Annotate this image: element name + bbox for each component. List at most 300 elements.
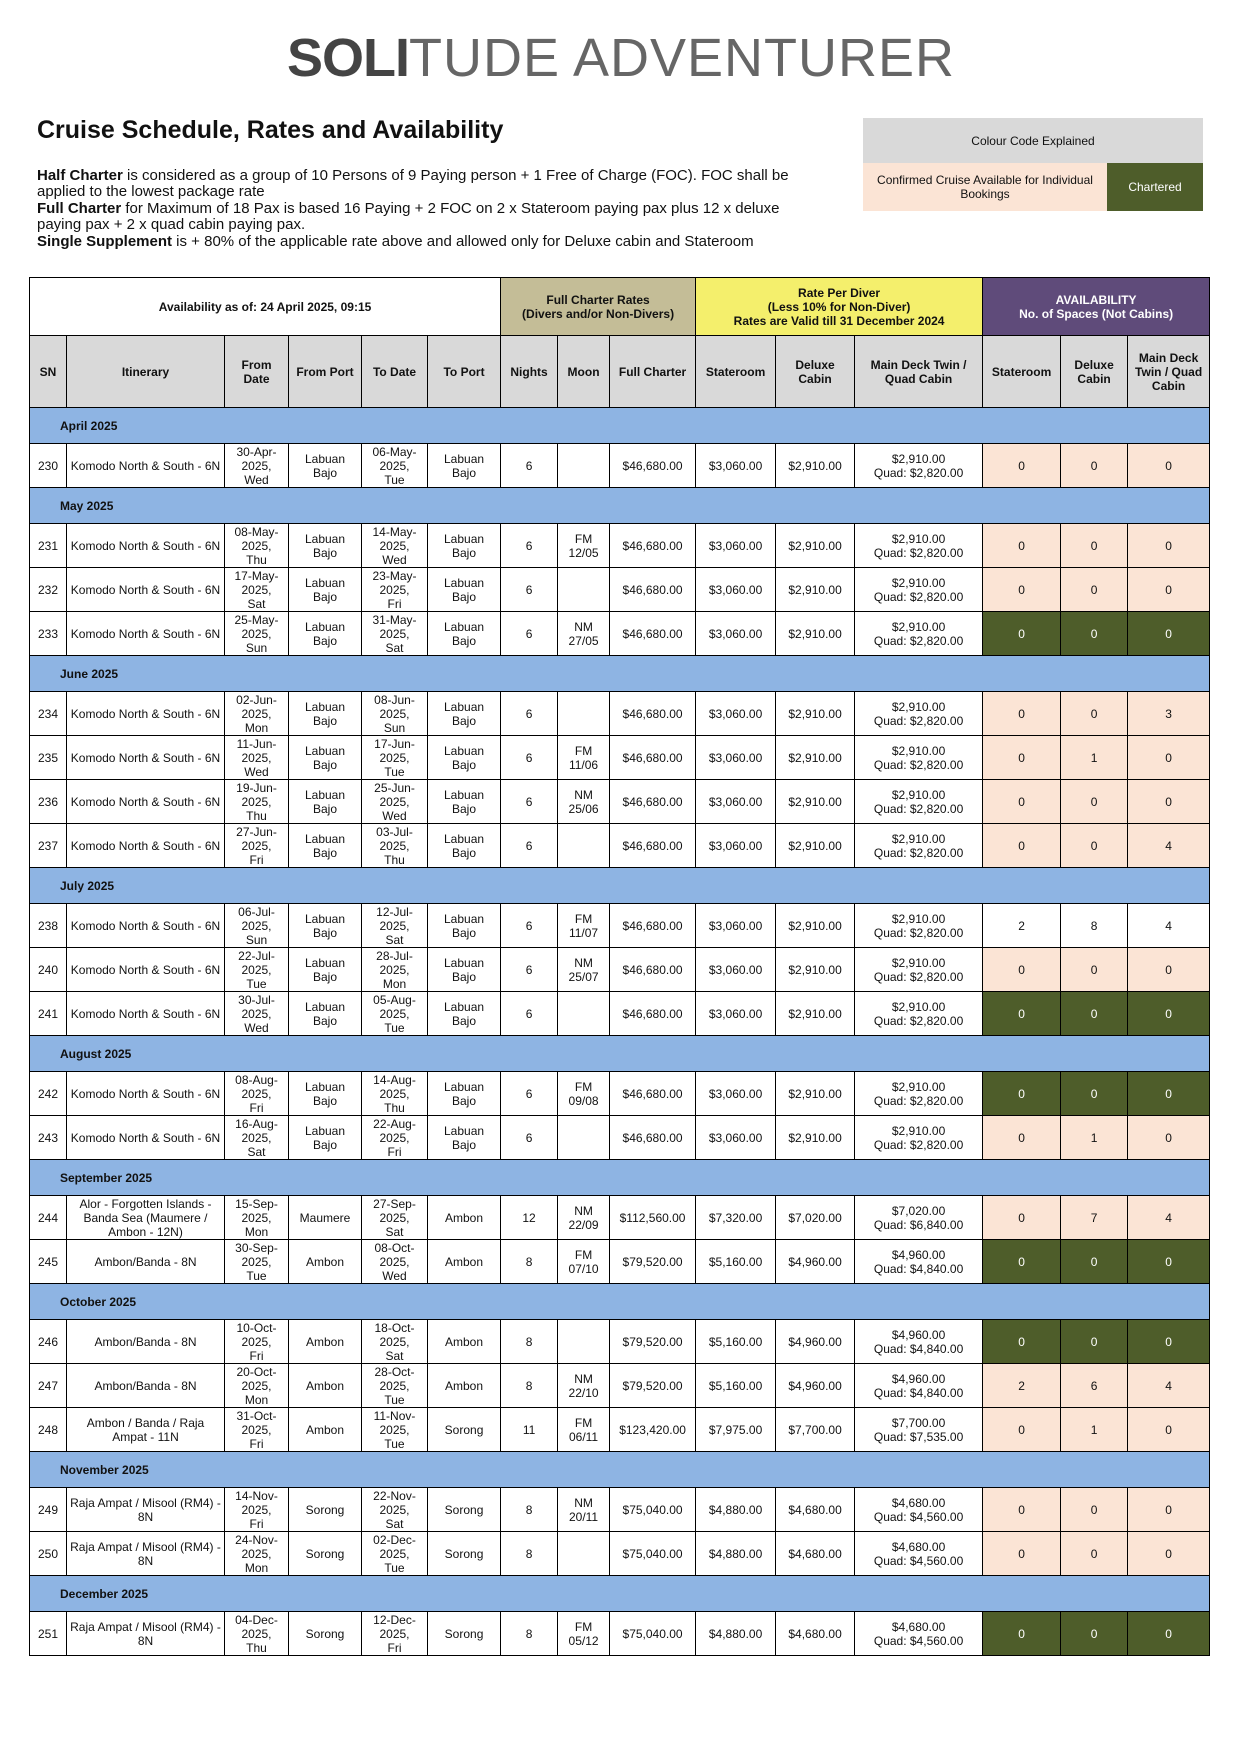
stateroom-avail-cell: 0	[983, 612, 1061, 656]
to-port-cell: Labuan Bajo	[428, 692, 501, 736]
column-header: SN	[30, 336, 67, 408]
moon-cell: NM 22/10	[558, 1364, 610, 1408]
main-deck-rate-cell: $7,020.00 Quad: $6,840.00	[855, 1196, 983, 1240]
deluxe-rate-cell: $2,910.00	[776, 612, 855, 656]
main-deck-avail-cell: 4	[1128, 824, 1210, 868]
nights-cell: 11	[501, 1408, 558, 1452]
month-row	[30, 408, 1210, 444]
deluxe-avail-cell: 0	[1061, 1488, 1128, 1532]
full-charter-text: for Maximum of 18 Pax is based 16 Paying + 2 FOC on 2 x Stateroom paying pax plus 12 x deluxe paying pax + 2 x quad cabin paying pax.	[37, 200, 780, 233]
sn-cell: 250	[30, 1532, 67, 1576]
to-date-cell: 28-Jul- 2025, Mon	[362, 948, 428, 992]
sn-cell: 240	[30, 948, 67, 992]
schedule-table	[29, 277, 1210, 1656]
sn-cell: 246	[30, 1320, 67, 1364]
deluxe-rate-cell: $2,910.00	[776, 692, 855, 736]
main-deck-rate-cell: $2,910.00 Quad: $2,820.00	[855, 992, 983, 1036]
brand-logo-light: TUDE ADVENTURER	[408, 28, 956, 88]
moon-cell: FM 09/08	[558, 1072, 610, 1116]
stateroom-rate-cell: $3,060.00	[696, 1072, 776, 1116]
nights-cell: 6	[501, 524, 558, 568]
sn-cell: 242	[30, 1072, 67, 1116]
schedule-body	[30, 408, 1210, 1656]
to-port-cell: Labuan Bajo	[428, 780, 501, 824]
single-supplement-note	[37, 234, 827, 250]
to-date-cell: 23-May- 2025, Fri	[362, 568, 428, 612]
to-date-cell: 12-Jul- 2025, Sat	[362, 904, 428, 948]
from-date-cell: 06-Jul- 2025, Sun	[225, 904, 289, 948]
deluxe-avail-cell: 0	[1061, 948, 1128, 992]
table-row	[30, 444, 1210, 488]
main-deck-rate-cell: $7,700.00 Quad: $7,535.00	[855, 1408, 983, 1452]
from-date-cell: 11-Jun- 2025, Wed	[225, 736, 289, 780]
moon-cell	[558, 1532, 610, 1576]
single-supplement-text: is + 80% of the applicable rate above and allowed only for Deluxe cabin and Stateroom	[172, 233, 754, 250]
full-charter-cell: $46,680.00	[610, 904, 696, 948]
full-charter-cell: $112,560.00	[610, 1196, 696, 1240]
deluxe-rate-cell: $2,910.00	[776, 1072, 855, 1116]
nights-cell: 8	[501, 1532, 558, 1576]
deluxe-avail-cell: 0	[1061, 444, 1128, 488]
deluxe-rate-cell: $4,960.00	[776, 1364, 855, 1408]
month-row	[30, 656, 1210, 692]
stateroom-avail-cell: 0	[983, 824, 1061, 868]
stateroom-rate-cell: $3,060.00	[696, 780, 776, 824]
sn-cell: 230	[30, 444, 67, 488]
stateroom-rate-cell: $3,060.00	[696, 736, 776, 780]
sn-cell: 237	[30, 824, 67, 868]
deluxe-avail-cell: 0	[1061, 612, 1128, 656]
full-charter-cell: $46,680.00	[610, 1116, 696, 1160]
table-row	[30, 1612, 1210, 1656]
stateroom-rate-cell: $3,060.00	[696, 444, 776, 488]
month-label: September 2025	[30, 1160, 1210, 1196]
nights-cell: 8	[501, 1320, 558, 1364]
stateroom-avail-cell: 0	[983, 1240, 1061, 1284]
to-date-cell: 14-Aug- 2025, Thu	[362, 1072, 428, 1116]
main-deck-avail-cell: 4	[1128, 1364, 1210, 1408]
main-deck-rate-cell: $2,910.00 Quad: $2,820.00	[855, 444, 983, 488]
itinerary-cell: Komodo North & South - 6N	[67, 1116, 225, 1160]
column-header: Moon	[558, 336, 610, 408]
deluxe-rate-cell: $2,910.00	[776, 444, 855, 488]
column-header: From Port	[289, 336, 362, 408]
to-port-cell: Ambon	[428, 1196, 501, 1240]
month-label: October 2025	[30, 1284, 1210, 1320]
stateroom-avail-cell: 0	[983, 1488, 1061, 1532]
from-date-cell: 15-Sep- 2025, Mon	[225, 1196, 289, 1240]
moon-cell: FM 05/12	[558, 1612, 610, 1656]
itinerary-cell: Komodo North & South - 6N	[67, 992, 225, 1036]
stateroom-avail-cell: 0	[983, 992, 1061, 1036]
month-row	[30, 1452, 1210, 1488]
column-header: Main Deck Twin / Quad Cabin	[1128, 336, 1210, 408]
table-row	[30, 1072, 1210, 1116]
nights-cell: 6	[501, 1072, 558, 1116]
main-deck-rate-cell: $2,910.00 Quad: $2,820.00	[855, 948, 983, 992]
deluxe-rate-cell: $2,910.00	[776, 1116, 855, 1160]
column-header: To Date	[362, 336, 428, 408]
stateroom-rate-cell: $5,160.00	[696, 1364, 776, 1408]
deluxe-rate-cell: $2,910.00	[776, 524, 855, 568]
colour-legend	[863, 118, 1203, 211]
stateroom-rate-cell: $4,880.00	[696, 1612, 776, 1656]
table-row	[30, 1320, 1210, 1364]
stateroom-avail-cell: 2	[983, 1364, 1061, 1408]
to-date-cell: 08-Jun- 2025, Sun	[362, 692, 428, 736]
to-date-cell: 14-May- 2025, Wed	[362, 524, 428, 568]
deluxe-rate-cell: $4,960.00	[776, 1240, 855, 1284]
to-port-cell: Labuan Bajo	[428, 948, 501, 992]
moon-cell: NM 27/05	[558, 612, 610, 656]
from-date-cell: 25-May- 2025, Sun	[225, 612, 289, 656]
moon-cell: NM 22/09	[558, 1196, 610, 1240]
full-charter-cell: $75,040.00	[610, 1532, 696, 1576]
itinerary-cell: Raja Ampat / Misool (RM4) - 8N	[67, 1532, 225, 1576]
from-port-cell: Labuan Bajo	[289, 1072, 362, 1116]
to-date-cell: 02-Dec- 2025, Tue	[362, 1532, 428, 1576]
to-port-cell: Labuan Bajo	[428, 568, 501, 612]
stateroom-rate-cell: $4,880.00	[696, 1488, 776, 1532]
stateroom-avail-cell: 0	[983, 568, 1061, 612]
month-label: June 2025	[30, 656, 1210, 692]
stateroom-avail-cell: 0	[983, 948, 1061, 992]
from-date-cell: 10-Oct- 2025, Fri	[225, 1320, 289, 1364]
single-supplement-label: Single Supplement	[37, 233, 173, 250]
moon-cell	[558, 568, 610, 612]
table-row	[30, 1240, 1210, 1284]
column-header: Nights	[501, 336, 558, 408]
legend-title: Colour Code Explained	[863, 118, 1203, 163]
main-deck-avail-cell: 0	[1128, 1488, 1210, 1532]
stateroom-avail-cell: 0	[983, 1408, 1061, 1452]
to-port-cell: Labuan Bajo	[428, 992, 501, 1036]
main-deck-avail-cell: 0	[1128, 524, 1210, 568]
main-deck-rate-cell: $4,680.00 Quad: $4,560.00	[855, 1612, 983, 1656]
from-port-cell: Labuan Bajo	[289, 992, 362, 1036]
sn-cell: 243	[30, 1116, 67, 1160]
full-charter-cell: $75,040.00	[610, 1488, 696, 1532]
to-port-cell: Sorong	[428, 1612, 501, 1656]
to-port-cell: Labuan Bajo	[428, 1116, 501, 1160]
to-port-cell: Labuan Bajo	[428, 524, 501, 568]
deluxe-avail-cell: 0	[1061, 692, 1128, 736]
deluxe-rate-cell: $4,680.00	[776, 1612, 855, 1656]
main-deck-avail-cell: 4	[1128, 904, 1210, 948]
stateroom-avail-cell: 0	[983, 444, 1061, 488]
stateroom-avail-cell: 0	[983, 1612, 1061, 1656]
column-header: Itinerary	[67, 336, 225, 408]
month-row	[30, 1576, 1210, 1612]
table-row	[30, 780, 1210, 824]
month-row	[30, 1036, 1210, 1072]
table-row	[30, 612, 1210, 656]
stateroom-avail-cell: 0	[983, 524, 1061, 568]
to-port-cell: Sorong	[428, 1488, 501, 1532]
nights-cell: 6	[501, 736, 558, 780]
column-header: From Date	[225, 336, 289, 408]
full-charter-cell: $46,680.00	[610, 692, 696, 736]
availability-label: AVAILABILITY No. of Spaces (Not Cabins)	[1019, 292, 1174, 321]
full-charter-rates-header	[501, 278, 696, 336]
itinerary-cell: Komodo North & South - 6N	[67, 524, 225, 568]
deluxe-avail-cell: 0	[1061, 524, 1128, 568]
to-date-cell: 18-Oct- 2025, Sat	[362, 1320, 428, 1364]
full-charter-cell: $46,680.00	[610, 948, 696, 992]
moon-cell	[558, 692, 610, 736]
from-date-cell: 30-Jul- 2025, Wed	[225, 992, 289, 1036]
main-deck-avail-cell: 0	[1128, 1612, 1210, 1656]
main-deck-rate-cell: $2,910.00 Quad: $2,820.00	[855, 1116, 983, 1160]
stateroom-avail-cell: 0	[983, 1116, 1061, 1160]
nights-cell: 6	[501, 780, 558, 824]
to-date-cell: 28-Oct- 2025, Tue	[362, 1364, 428, 1408]
deluxe-rate-cell: $7,700.00	[776, 1408, 855, 1452]
from-date-cell: 22-Jul- 2025, Tue	[225, 948, 289, 992]
nights-cell: 8	[501, 1364, 558, 1408]
nights-cell: 6	[501, 824, 558, 868]
stateroom-rate-cell: $3,060.00	[696, 948, 776, 992]
to-port-cell: Labuan Bajo	[428, 904, 501, 948]
stateroom-avail-cell: 0	[983, 1072, 1061, 1116]
to-date-cell: 12-Dec- 2025, Fri	[362, 1612, 428, 1656]
from-date-cell: 04-Dec- 2025, Thu	[225, 1612, 289, 1656]
from-date-cell: 08-May- 2025, Thu	[225, 524, 289, 568]
nights-cell: 6	[501, 948, 558, 992]
sn-cell: 245	[30, 1240, 67, 1284]
itinerary-cell: Komodo North & South - 6N	[67, 444, 225, 488]
full-charter-cell: $46,680.00	[610, 992, 696, 1036]
moon-cell: FM 11/06	[558, 736, 610, 780]
brand-logo-strong: SOLI	[286, 28, 409, 88]
sn-cell: 236	[30, 780, 67, 824]
stateroom-rate-cell: $3,060.00	[696, 524, 776, 568]
nights-cell: 8	[501, 1240, 558, 1284]
moon-cell	[558, 824, 610, 868]
itinerary-cell: Ambon/Banda - 8N	[67, 1240, 225, 1284]
sn-cell: 232	[30, 568, 67, 612]
table-row	[30, 1408, 1210, 1452]
deluxe-avail-cell: 8	[1061, 904, 1128, 948]
nights-cell: 8	[501, 1488, 558, 1532]
column-header: Deluxe Cabin	[1061, 336, 1128, 408]
from-port-cell: Labuan Bajo	[289, 736, 362, 780]
to-port-cell: Sorong	[428, 1532, 501, 1576]
main-deck-avail-cell: 0	[1128, 612, 1210, 656]
nights-cell: 6	[501, 612, 558, 656]
from-date-cell: 20-Oct- 2025, Mon	[225, 1364, 289, 1408]
full-charter-cell: $79,520.00	[610, 1320, 696, 1364]
deluxe-avail-cell: 0	[1061, 992, 1128, 1036]
intro-text	[37, 168, 827, 251]
stateroom-avail-cell: 0	[983, 780, 1061, 824]
month-label: April 2025	[30, 408, 1210, 444]
itinerary-cell: Komodo North & South - 6N	[67, 904, 225, 948]
nights-cell: 6	[501, 568, 558, 612]
moon-cell: NM 25/07	[558, 948, 610, 992]
full-charter-cell: $46,680.00	[610, 444, 696, 488]
to-date-cell: 05-Aug- 2025, Tue	[362, 992, 428, 1036]
to-date-cell: 22-Nov- 2025, Sat	[362, 1488, 428, 1532]
main-deck-avail-cell: 0	[1128, 948, 1210, 992]
deluxe-avail-cell: 0	[1061, 824, 1128, 868]
full-charter-cell: $79,520.00	[610, 1364, 696, 1408]
stateroom-rate-cell: $3,060.00	[696, 904, 776, 948]
to-date-cell: 08-Oct- 2025, Wed	[362, 1240, 428, 1284]
from-date-cell: 27-Jun- 2025, Fri	[225, 824, 289, 868]
month-row	[30, 488, 1210, 524]
to-port-cell: Labuan Bajo	[428, 824, 501, 868]
from-port-cell: Sorong	[289, 1488, 362, 1532]
deluxe-avail-cell: 0	[1061, 1240, 1128, 1284]
from-date-cell: 30-Apr- 2025, Wed	[225, 444, 289, 488]
main-deck-avail-cell: 0	[1128, 444, 1210, 488]
table-row	[30, 1364, 1210, 1408]
to-port-cell: Ambon	[428, 1320, 501, 1364]
column-header: Stateroom	[696, 336, 776, 408]
itinerary-cell: Komodo North & South - 6N	[67, 612, 225, 656]
full-charter-cell: $79,520.00	[610, 1240, 696, 1284]
main-deck-rate-cell: $2,910.00 Quad: $2,820.00	[855, 612, 983, 656]
from-port-cell: Ambon	[289, 1408, 362, 1452]
table-row	[30, 904, 1210, 948]
main-deck-avail-cell: 3	[1128, 692, 1210, 736]
sn-cell: 233	[30, 612, 67, 656]
full-charter-cell: $123,420.00	[610, 1408, 696, 1452]
moon-cell	[558, 1116, 610, 1160]
deluxe-avail-cell: 6	[1061, 1364, 1128, 1408]
rate-per-diver-label: Rate Per Diver (Less 10% for Non-Diver) Rates are Valid till 31 December 2024	[733, 285, 945, 328]
deluxe-avail-cell: 0	[1061, 1072, 1128, 1116]
main-deck-rate-cell: $2,910.00 Quad: $2,820.00	[855, 736, 983, 780]
main-deck-rate-cell: $2,910.00 Quad: $2,820.00	[855, 1072, 983, 1116]
full-charter-cell: $46,680.00	[610, 568, 696, 612]
deluxe-rate-cell: $2,910.00	[776, 948, 855, 992]
stateroom-rate-cell: $3,060.00	[696, 568, 776, 612]
from-date-cell: 31-Oct- 2025, Fri	[225, 1408, 289, 1452]
month-label: August 2025	[30, 1036, 1210, 1072]
from-port-cell: Labuan Bajo	[289, 780, 362, 824]
to-date-cell: 06-May- 2025, Tue	[362, 444, 428, 488]
deluxe-rate-cell: $2,910.00	[776, 736, 855, 780]
stateroom-rate-cell: $5,160.00	[696, 1320, 776, 1364]
full-charter-cell: $46,680.00	[610, 524, 696, 568]
from-date-cell: 24-Nov- 2025, Mon	[225, 1532, 289, 1576]
main-deck-avail-cell: 0	[1128, 992, 1210, 1036]
stateroom-rate-cell: $7,975.00	[696, 1408, 776, 1452]
from-port-cell: Maumere	[289, 1196, 362, 1240]
availability-header	[983, 278, 1210, 336]
moon-cell	[558, 444, 610, 488]
itinerary-cell: Ambon/Banda - 8N	[67, 1320, 225, 1364]
main-deck-rate-cell: $4,680.00 Quad: $4,560.00	[855, 1488, 983, 1532]
to-date-cell: 03-Jul- 2025, Thu	[362, 824, 428, 868]
full-charter-label: Full Charter	[37, 200, 122, 217]
from-port-cell: Labuan Bajo	[289, 568, 362, 612]
from-port-cell: Labuan Bajo	[289, 948, 362, 992]
sn-cell: 244	[30, 1196, 67, 1240]
column-header: Deluxe Cabin	[776, 336, 855, 408]
main-deck-avail-cell: 0	[1128, 736, 1210, 780]
deluxe-avail-cell: 1	[1061, 1408, 1128, 1452]
sn-cell: 251	[30, 1612, 67, 1656]
main-deck-rate-cell: $2,910.00 Quad: $2,820.00	[855, 824, 983, 868]
deluxe-avail-cell: 0	[1061, 1320, 1128, 1364]
deluxe-avail-cell: 0	[1061, 568, 1128, 612]
from-port-cell: Ambon	[289, 1320, 362, 1364]
itinerary-cell: Ambon / Banda / Raja Ampat - 11N	[67, 1408, 225, 1452]
month-row	[30, 868, 1210, 904]
month-label: December 2025	[30, 1576, 1210, 1612]
itinerary-cell: Ambon/Banda - 8N	[67, 1364, 225, 1408]
sn-cell: 248	[30, 1408, 67, 1452]
month-label: May 2025	[30, 488, 1210, 524]
main-deck-rate-cell: $4,680.00 Quad: $4,560.00	[855, 1532, 983, 1576]
from-date-cell: 02-Jun- 2025, Mon	[225, 692, 289, 736]
moon-cell	[558, 1320, 610, 1364]
main-deck-rate-cell: $4,960.00 Quad: $4,840.00	[855, 1240, 983, 1284]
from-date-cell: 14-Nov- 2025, Fri	[225, 1488, 289, 1532]
to-date-cell: 11-Nov- 2025, Tue	[362, 1408, 428, 1452]
sn-cell: 247	[30, 1364, 67, 1408]
full-charter-cell: $46,680.00	[610, 736, 696, 780]
nights-cell: 6	[501, 692, 558, 736]
moon-cell: FM 06/11	[558, 1408, 610, 1452]
sn-cell: 234	[30, 692, 67, 736]
full-charter-cell: $46,680.00	[610, 780, 696, 824]
to-date-cell: 17-Jun- 2025, Tue	[362, 736, 428, 780]
itinerary-cell: Komodo North & South - 6N	[67, 736, 225, 780]
deluxe-rate-cell: $7,020.00	[776, 1196, 855, 1240]
deluxe-rate-cell: $2,910.00	[776, 904, 855, 948]
main-deck-avail-cell: 0	[1128, 1408, 1210, 1452]
itinerary-cell: Komodo North & South - 6N	[67, 780, 225, 824]
moon-cell: FM 07/10	[558, 1240, 610, 1284]
month-row	[30, 1160, 1210, 1196]
stateroom-avail-cell: 0	[983, 1320, 1061, 1364]
itinerary-cell: Komodo North & South - 6N	[67, 568, 225, 612]
half-charter-note	[37, 168, 827, 200]
main-deck-avail-cell: 0	[1128, 1532, 1210, 1576]
table-row	[30, 568, 1210, 612]
table-row	[30, 692, 1210, 736]
deluxe-avail-cell: 1	[1061, 1116, 1128, 1160]
sn-cell: 249	[30, 1488, 67, 1532]
main-deck-avail-cell: 0	[1128, 568, 1210, 612]
sn-cell: 235	[30, 736, 67, 780]
to-port-cell: Ambon	[428, 1240, 501, 1284]
from-port-cell: Sorong	[289, 1612, 362, 1656]
nights-cell: 6	[501, 904, 558, 948]
half-charter-label: Half Charter	[37, 167, 123, 184]
from-port-cell: Labuan Bajo	[289, 904, 362, 948]
full-charter-note	[37, 201, 827, 233]
from-port-cell: Sorong	[289, 1532, 362, 1576]
main-deck-rate-cell: $2,910.00 Quad: $2,820.00	[855, 568, 983, 612]
page-title: Cruise Schedule, Rates and Availability	[37, 116, 504, 144]
from-port-cell: Ambon	[289, 1240, 362, 1284]
moon-cell: FM 11/07	[558, 904, 610, 948]
stateroom-rate-cell: $3,060.00	[696, 1116, 776, 1160]
from-date-cell: 16-Aug- 2025, Sat	[225, 1116, 289, 1160]
sn-cell: 238	[30, 904, 67, 948]
sn-cell: 231	[30, 524, 67, 568]
stateroom-avail-cell: 0	[983, 736, 1061, 780]
rate-per-diver-header	[696, 278, 983, 336]
main-deck-rate-cell: $2,910.00 Quad: $2,820.00	[855, 780, 983, 824]
month-row	[30, 1284, 1210, 1320]
deluxe-avail-cell: 0	[1061, 1532, 1128, 1576]
